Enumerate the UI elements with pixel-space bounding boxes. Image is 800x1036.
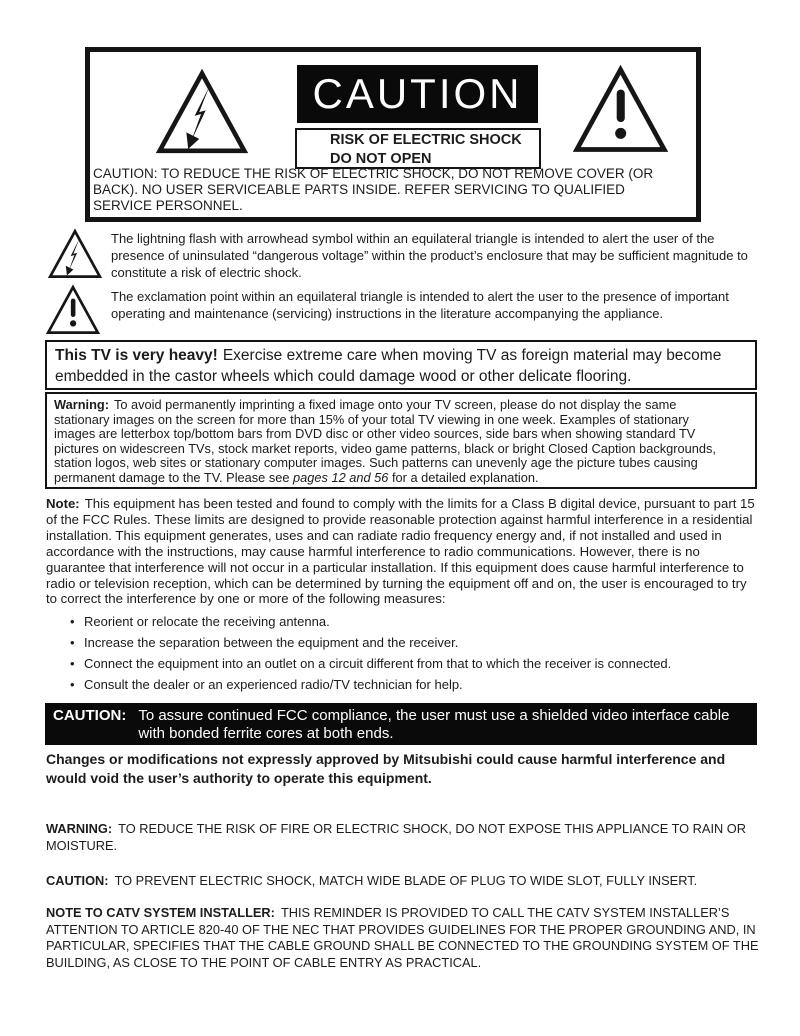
list-item-text: Reorient or relocate the receiving antenna.: [84, 614, 330, 629]
catv-note-lead: NOTE TO CATV SYSTEM INSTALLER:: [46, 905, 275, 920]
fcc-caution-lead: CAUTION:: [53, 707, 127, 724]
burn-warning-body-2: for a detailed explanation.: [388, 469, 539, 485]
image-burn-warning-box: [45, 392, 757, 489]
lightning-triangle-icon: [46, 228, 104, 282]
bullet-icon: •: [70, 635, 75, 650]
plug-caution-lead: CAUTION:: [46, 873, 109, 888]
list-item-text: Connect the equipment into an outlet on a circuit different from that to which the receiver is connected.: [84, 656, 672, 671]
fcc-note-lead: Note:: [46, 496, 80, 511]
caution-banner: [297, 65, 538, 123]
plug-caution-paragraph: [46, 872, 760, 889]
caution-banner-title: CAUTION: [312, 70, 523, 117]
bullet-icon: •: [70, 614, 75, 629]
heavy-tv-body: Exercise extreme care when moving TV as foreign material may become embedded in the castor wheels which could damage wood or other delicate flooring.: [55, 347, 722, 385]
catv-note-body: THIS REMINDER IS PROVIDED TO CALL THE CATV SYSTEM INSTALLER’S ATTENTION TO ARTICLE 820-40 OF THE NEC THAT PROVIDES GUIDELINES FOR THE PROPER GROUNDING AND, IN PARTICULAR, SPECIFIES THAT THE CABLE GROUND SHALL BE CONNECTED TO THE GROUNDING SYSTEM OF THE BUILDING, AS CLOSE TO THE POINT OF CABLE ENTRY AS PRACTICAL.: [46, 905, 759, 970]
list-item-text: Consult the dealer or an experienced radio/TV technician for help.: [84, 677, 463, 692]
risk-line-2: DO NOT OPEN: [330, 150, 432, 167]
lightning-symbol-note: The lightning flash with arrowhead symbol within an equilateral triangle is intended to alert the user of the presence of uninsulated “dangerous voltage” within the product’s enclosure that may be sufficient magnitude to constitute a risk of electric shock.: [111, 231, 748, 280]
burn-warning-lead: Warning:: [54, 397, 109, 412]
bullet-icon: •: [70, 656, 75, 671]
catv-installer-note-paragraph: [46, 905, 760, 971]
modifications-notice: Changes or modifications not expressly approved by Mitsubishi could cause harmful interference and would void the user’s authority to operate this equipment.: [46, 751, 726, 786]
list-item: [70, 614, 734, 629]
fcc-compliance-caution-band: [45, 703, 757, 745]
rain-warning-body: TO REDUCE THE RISK OF FIRE OR ELECTRIC SHOCK, DO NOT EXPOSE THIS APPLIANCE TO RAIN OR MOISTURE.: [46, 821, 746, 853]
fcc-note-body: This equipment has been tested and found to comply with the limits for a Class B digital device, pursuant to part 15 of the FCC Rules. These limits are designed to provide reasonable protection against harmful interference in a residential installation. This equipment generates, uses and can radiate radio frequency energy and, if not installed and used in accordance with the instructions, may cause harmful interference to radio communications. However, there is no guarantee that interference will not occur in a particular installation. If this equipment does cause harmful interference to radio or television reception, which can be determined by turning the equipment off and on, the user is encouraged to try to correct the interference by one or more of the following measures:: [46, 496, 755, 607]
list-item: [70, 656, 734, 671]
risk-line-1: RISK OF ELECTRIC SHOCK: [330, 132, 522, 148]
interference-measures-list: [70, 614, 734, 698]
list-item: [70, 635, 734, 650]
shock-warning-body: CAUTION: TO REDUCE THE RISK OF ELECTRIC SHOCK, DO NOT REMOVE COVER (OR BACK). NO USER SERVICEABLE PARTS INSIDE. REFER SERVICING TO QUALIFIED SERVICE PERSONNEL.: [93, 166, 654, 213]
list-item-text: Increase the separation between the equipment and the receiver.: [84, 635, 459, 650]
rain-warning-paragraph: [46, 820, 760, 854]
exclamation-triangle-icon: [44, 284, 102, 338]
list-item: [70, 677, 734, 692]
rain-warning-lead: WARNING:: [46, 821, 113, 836]
heavy-tv-notice-box: [45, 340, 757, 390]
fcc-note-paragraph: [46, 496, 758, 607]
exclamation-symbol-note: The exclamation point within an equilateral triangle is intended to alert the user to the presence of important operating and maintenance (servicing) instructions in the literature accompanying the appliance.: [111, 289, 729, 321]
exclamation-triangle-icon: [573, 63, 668, 160]
bullet-icon: •: [70, 677, 75, 692]
burn-warning-page-ref: pages 12 and 56: [293, 469, 389, 485]
burn-warning-body-1: To avoid permanently imprinting a fixed image onto your TV screen, please do not display the same stationary images on the screen for more than 15% of your total TV viewing in one week. Examples of stationary images are letterbox top/bottom bars from DVD disc or other video sources, side bars when showing standard TV pictures on widescreen TVs, stock market reports, video game patterns, black or bright Closed Caption backgrounds, station logos, web sites or stationary computer images. Such patterns can unevenly age the picture tubes causing permanent damage to the TV. Please see: [54, 397, 716, 485]
plug-caution-body: TO PREVENT ELECTRIC SHOCK, MATCH WIDE BLADE OF PLUG TO WIDE SLOT, FULLY INSERT.: [114, 873, 698, 888]
heavy-tv-lead: This TV is very heavy!: [55, 347, 218, 364]
electric-shock-warning-box: [85, 47, 701, 222]
fcc-caution-body: To assure continued FCC compliance, the user must use a shielded video interface cable with bonded ferrite cores at both ends.: [138, 707, 730, 742]
lightning-triangle-icon: [150, 68, 254, 160]
risk-of-shock-box: [295, 128, 541, 169]
